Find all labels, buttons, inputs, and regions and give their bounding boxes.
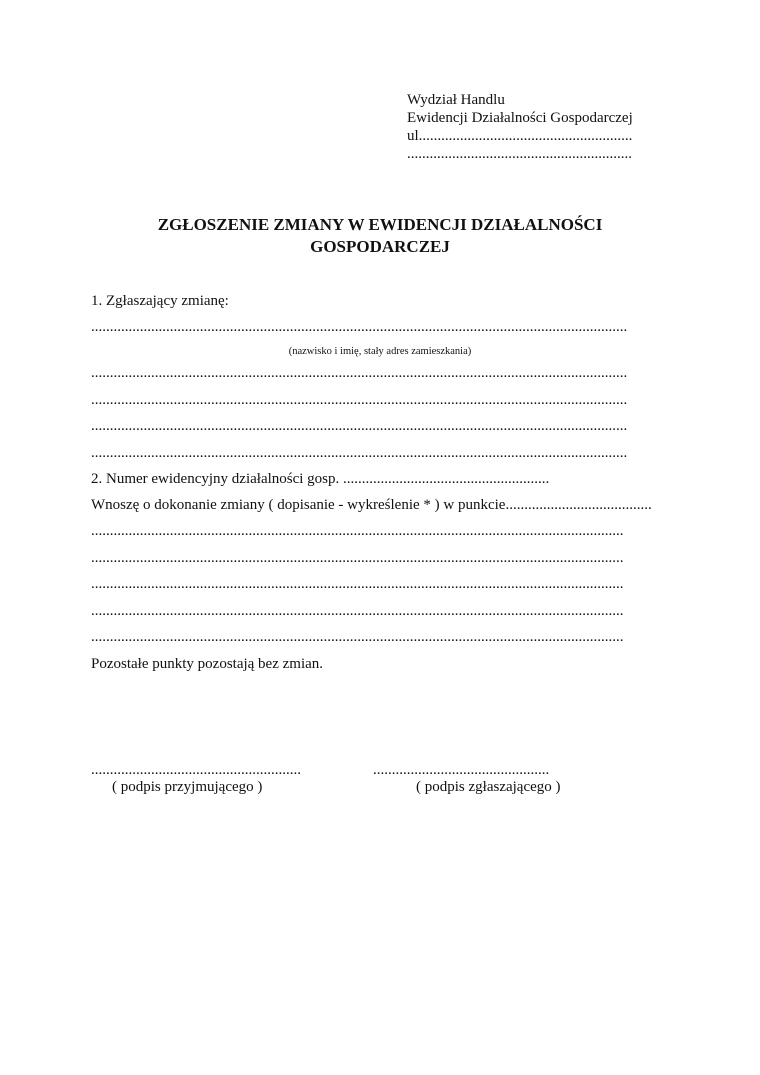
- addressee-street: ul.........................................................: [407, 128, 633, 144]
- closing-statement: Pozostałe punkty pozostają bez zmian.: [91, 656, 324, 672]
- change-detail-line-2[interactable]: ..............................................................................................................................................: [91, 550, 624, 566]
- change-request-field[interactable]: Wnoszę o dokonanie zmiany ( dopisanie - wykreślenie * ) w punkcie.......................................: [91, 497, 652, 513]
- applicant-signature-field[interactable]: ...............................................: [373, 762, 550, 778]
- receiver-signature-field[interactable]: ........................................................: [91, 762, 301, 778]
- section-1-label: 1. Zgłaszający zmianę:: [91, 293, 229, 309]
- change-detail-line-5[interactable]: ..............................................................................................................................................: [91, 629, 624, 645]
- registration-number-field[interactable]: 2. Numer ewidencyjny działalności gosp. .......................................................: [91, 471, 550, 487]
- addressee-line-1: Wydział Handlu: [407, 92, 505, 108]
- addressee-city: ............................................................: [407, 146, 632, 162]
- document-title-line-1: ZGŁOSZENIE ZMIANY W EWIDENCJI DZIAŁALNOŚCI: [157, 215, 603, 234]
- change-detail-line-4[interactable]: ..............................................................................................................................................: [91, 603, 624, 619]
- applicant-field-line-4[interactable]: ...............................................................................................................................................: [91, 418, 628, 434]
- applicant-name-field[interactable]: ...............................................................................................................................................: [91, 319, 628, 335]
- applicant-field-line-3[interactable]: ...............................................................................................................................................: [91, 392, 628, 408]
- applicant-field-line-2[interactable]: ...............................................................................................................................................: [91, 365, 628, 381]
- addressee-line-2: Ewidencji Działalności Gospodarczej: [407, 110, 633, 126]
- applicant-field-line-5[interactable]: ...............................................................................................................................................: [91, 445, 628, 461]
- document-title-line-2: GOSPODARCZEJ: [310, 237, 450, 256]
- change-detail-line-3[interactable]: ..............................................................................................................................................: [91, 576, 624, 592]
- receiver-signature-label: ( podpis przyjmującego ): [112, 779, 263, 795]
- applicant-field-hint: (nazwisko i imię, stały adres zamieszkania): [288, 346, 472, 357]
- change-detail-line-1[interactable]: ..............................................................................................................................................: [91, 523, 624, 539]
- applicant-signature-label: ( podpis zgłaszającego ): [416, 779, 561, 795]
